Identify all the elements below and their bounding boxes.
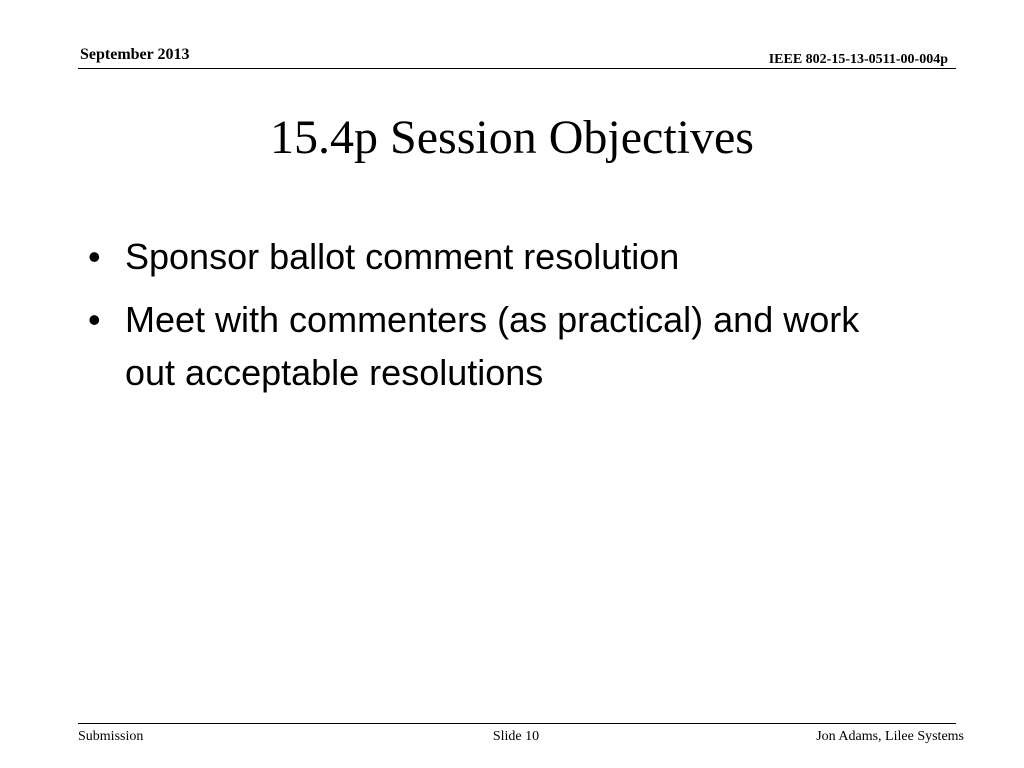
footer-author: Jon Adams, Lilee Systems [816, 729, 964, 744]
header-document-id: IEEE 802-15-13-0511-00-004p [768, 52, 948, 67]
header-divider [78, 68, 956, 69]
bullet-text: Sponsor ballot comment resolution [125, 236, 680, 277]
footer-divider [78, 723, 956, 724]
bullet-item [88, 230, 908, 283]
bullet-dot-icon: • [88, 299, 101, 340]
header-date: September 2013 [80, 46, 190, 63]
bullet-item [88, 293, 908, 399]
bullet-list [88, 230, 908, 409]
bullet-text: Meet with commenters (as practical) and work out acceptable resolutions [125, 299, 860, 393]
bullet-dot-icon: • [88, 236, 101, 277]
slide-title: 15.4p Session Objectives [270, 111, 754, 164]
footer-submission: Submission [78, 729, 144, 744]
footer-slide-number: Slide 10 [492, 729, 540, 744]
